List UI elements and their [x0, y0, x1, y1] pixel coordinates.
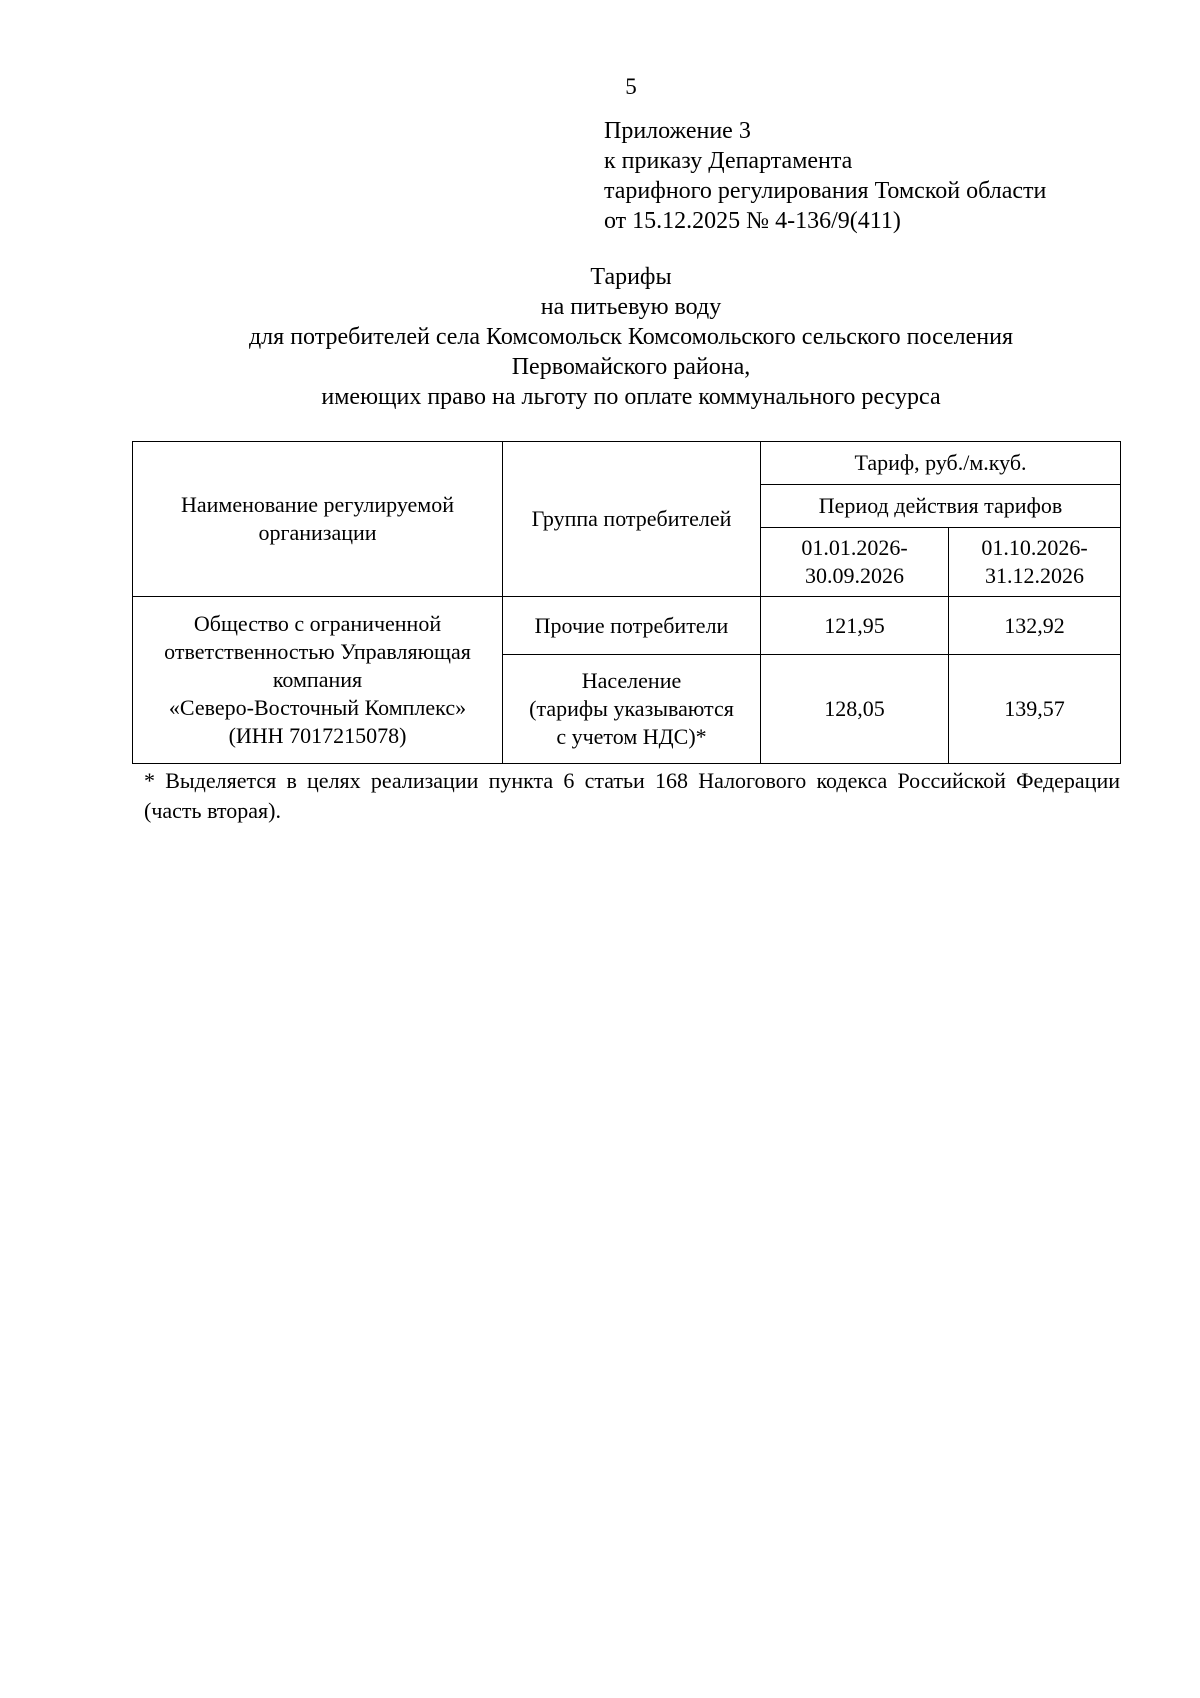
org-line: «Северо-Восточный Комплекс»: [168, 695, 467, 720]
header-group-cell: Группа потребителей: [503, 442, 761, 597]
period1-start: 01.01.2026-: [801, 535, 908, 560]
header-period2-cell: [949, 528, 1121, 597]
table-row: [133, 597, 1121, 655]
tariff-value-cell: 121,95: [761, 597, 949, 655]
annex-line: от 15.12.2025 № 4-136/9(411): [604, 208, 901, 234]
annex-header: [604, 116, 1046, 236]
header-period-cell: Период действия тарифов: [761, 485, 1121, 528]
title-line: Первомайского района,: [511, 354, 751, 380]
annex-line: к приказу Департамента: [604, 148, 853, 174]
document-title: [0, 262, 1200, 412]
footnote: * Выделяется в целях реализации пункта 6 статьи 168 Налогового кодекса Российской Федерации (часть вторая).: [144, 768, 1120, 823]
org-line: компания: [272, 667, 363, 692]
tariff-value-cell: 132,92: [949, 597, 1121, 655]
tariff-table: [132, 441, 1121, 764]
group-cell: Прочие потребители: [503, 597, 761, 655]
period1-end: 30.09.2026: [805, 563, 904, 588]
header-org-cell: Наименование регулируемой организации: [133, 442, 503, 597]
annex-line: тарифного регулирования Томской области: [604, 178, 1047, 204]
tariff-value-cell: 139,57: [949, 655, 1121, 764]
group-line: (тарифы указываются: [529, 696, 734, 721]
header-period1-cell: [761, 528, 949, 597]
header-tariff-cell: Тариф, руб./м.куб.: [761, 442, 1121, 485]
period2-start: 01.10.2026-: [981, 535, 1088, 560]
table-header-row: [133, 442, 1121, 485]
title-line: для потребителей села Комсомольск Комсомольского сельского поселения: [248, 324, 1014, 350]
group-cell: [503, 655, 761, 764]
org-line: Общество с ограниченной: [193, 611, 442, 636]
tariff-value-cell: 128,05: [761, 655, 949, 764]
title-line: Тарифы: [590, 264, 672, 290]
annex-line: Приложение 3: [604, 118, 751, 144]
group-line: Население: [581, 668, 682, 693]
title-line: на питьевую воду: [540, 294, 722, 320]
org-line: ответственностью Управляющая: [164, 639, 471, 664]
group-line: с учетом НДС)*: [556, 724, 707, 749]
org-name-cell: [133, 597, 503, 764]
page-number: 5: [625, 74, 637, 99]
period2-end: 31.12.2026: [985, 563, 1084, 588]
org-line: (ИНН 7017215078): [228, 723, 407, 748]
title-line: имеющих право на льготу по оплате коммунального ресурса: [321, 384, 941, 410]
